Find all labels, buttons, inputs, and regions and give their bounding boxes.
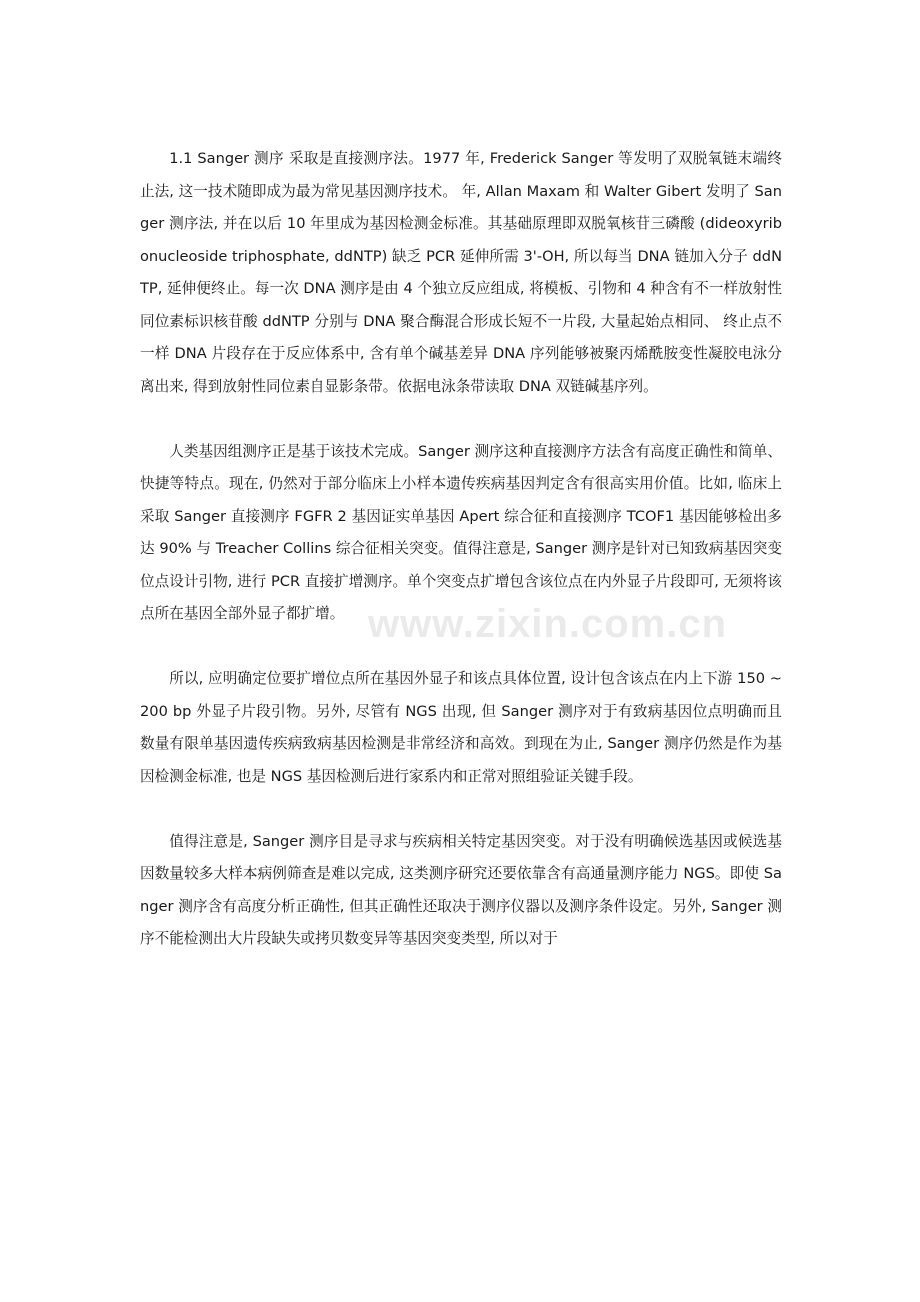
paragraph-primer-design: 所以, 应明确定位要扩增位点所在基因外显子和该点具体位置, 设计包含该点在内上下游 150 ~ 200 bp 外显子片段引物。另外, 尽管有 NGS 出现, 但 Sanger 测序对于有致病基因位点明确而且数量有限单基因遗传疾病致病基因检测是非常经济和高效。到现在为止, Sanger 测序仍然是作为基因检测金标准, 也是 NGS 基因检测后进行家系内和正常对照组验证关键手段。: [140, 670, 782, 785]
document-body: [140, 143, 782, 956]
paragraph-sanger-method: 1.1 Sanger 测序 采取是直接测序法。1977 年, Frederick Sanger 等发明了双脱氧链末端终止法, 这一技术随即成为最为常见基因测序技术。 年, Allan Maxam 和 Walter Gibert 发明了 Sanger 测序法, 并在以后 10 年里成为基因检测金标准。其基础原理即双脱氧核苷三磷酸 (dideoxyribonucleoside triphosphate, ddNTP) 缺乏 PCR 延伸所需 3'-OH, 所以每当 DNA 链加入分子 ddNTP, 延伸便终止。每一次 DNA 测序是由 4 个独立反应组成, 将模板、引物和 4 种含有不一样放射性同位素标识核苷酸 ddNTP 分别与 DNA 聚合酶混合形成长短不一片段, 大量起始点相同、 终止点不一样 DNA 片段存在于反应体系中, 含有单个碱基差异 DNA 序列能够被聚丙烯酰胺变性凝胶电泳分离出来, 得到放射性同位素自显影条带。依据电泳条带读取 DNA 双链碱基序列。: [140, 150, 782, 395]
paragraph-human-genome: 人类基因组测序正是基于该技术完成。Sanger 测序这种直接测序方法含有高度正确性和简单、 快捷等特点。现在, 仍然对于部分临床上小样本遗传疾病基因判定含有很高实用价值。比如, 临床上采取 Sanger 直接测序 FGFR 2 基因证实单基因 Apert 综合征和直接测序 TCOF1 基因能够检出多达 90% 与 Treacher Collins 综合征相关突变。值得注意是, Sanger 测序是针对已知致病基因突变位点设计引物, 进行 PCR 直接扩增测序。单个突变点扩增包含该位点在内外显子片段即可, 无须将该点所在基因全部外显子都扩增。: [140, 442, 782, 622]
watermark: www.zixin.com.cn: [368, 602, 728, 646]
paragraph-limitations: 值得注意是, Sanger 测序目是寻求与疾病相关特定基因突变。对于没有明确候选基因或候选基因数量较多大样本病例筛查是难以完成, 这类测序研究还要依靠含有高通量测序能力 NGS。即使 Sanger 测序含有高度分析正确性, 但其正确性还取决于测序仪器以及测序条件设定。另外, Sanger 测序不能检测出大片段缺失或拷贝数变异等基因突变类型, 所以对于: [140, 832, 782, 947]
